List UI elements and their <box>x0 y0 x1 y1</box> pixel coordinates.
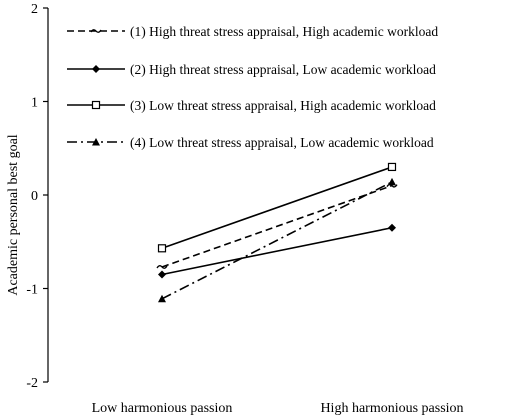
square-marker <box>159 245 166 252</box>
y-tick-label: 0 <box>31 189 38 204</box>
y-tick-label: 1 <box>31 95 38 111</box>
diamond-marker <box>388 224 396 232</box>
series-line <box>162 228 392 275</box>
series-2 <box>158 224 396 279</box>
legend-label: (2) High threat stress appraisal, Low academic workload <box>130 62 436 77</box>
legend-entry-4 <box>67 135 434 150</box>
legend-label: (3) Low threat stress appraisal, High academic workload <box>130 98 436 113</box>
y-tick-label: -2 <box>26 376 38 391</box>
legend-entry-3 <box>67 98 436 113</box>
legend-label: (1) High threat stress appraisal, High academic workload <box>130 24 439 39</box>
y-tick-label: -1 <box>26 282 38 298</box>
diamond-marker <box>92 65 100 73</box>
legend-entry-1 <box>67 24 438 39</box>
triangle-marker <box>388 178 396 186</box>
triangle-marker <box>158 295 166 303</box>
square-marker <box>93 102 100 109</box>
tilde-marker <box>91 30 101 33</box>
x-tick-label: Low harmonious passion <box>91 401 233 416</box>
diamond-marker <box>158 270 166 278</box>
square-marker <box>389 163 396 170</box>
y-ticks <box>26 2 48 391</box>
y-tick-label: 2 <box>31 2 38 17</box>
legend-label: (4) Low threat stress appraisal, Low academic workload <box>130 135 434 150</box>
legend-entry-2 <box>67 62 436 77</box>
series-3 <box>159 163 396 251</box>
x-tick-labels <box>92 401 464 416</box>
series-line <box>162 186 392 267</box>
legend <box>67 24 438 150</box>
series-line <box>162 182 392 299</box>
series-lines <box>157 163 397 302</box>
x-tick-label: High harmonious passion <box>320 401 464 416</box>
y-axis-title: Academic personal best goal <box>6 134 21 296</box>
series-line <box>162 167 392 248</box>
